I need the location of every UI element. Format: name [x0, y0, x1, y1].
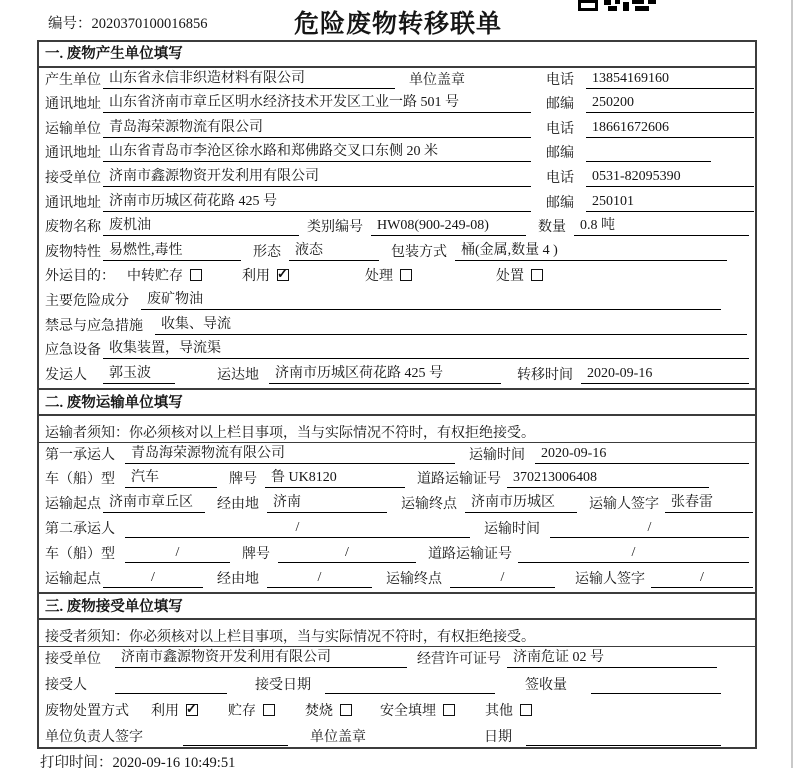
checkbox-disposal-store: [263, 704, 275, 716]
transfer-purpose-label: 外运目的：: [45, 269, 115, 285]
transporter-unit-label: 运输单位: [45, 121, 101, 137]
route-row-1: [39, 492, 755, 517]
vehicle-row-2: [39, 542, 755, 567]
disposal-method-row: [39, 698, 755, 724]
carrier-sign-2-label: 运输人签字: [575, 571, 645, 587]
waste-name-row: [39, 216, 755, 241]
print-time-label: 打印时间：: [40, 755, 113, 768]
disposal-option-incinerate: 焚烧: [305, 700, 352, 720]
transport-time-2-label: 运输时间: [484, 521, 540, 537]
waste-character-value: 易燃性,毒性: [103, 239, 241, 261]
section-2-title: 二. 废物运输单位填写: [39, 388, 755, 416]
waste-qty-value: 0.8 吨: [574, 214, 749, 236]
receiver-unit-row: [39, 166, 755, 191]
road-permit-2-value: /: [518, 545, 749, 563]
route-row-2: [39, 567, 755, 592]
plate-value: 鲁 UK8120: [265, 466, 405, 488]
vehicle-type-label: 车（船）型: [45, 472, 115, 488]
section-1-title: 一. 废物产生单位填写: [39, 42, 755, 68]
checkbox-transfer-storage: [190, 269, 202, 281]
license-value: 济南危证 02 号: [507, 646, 717, 668]
receiver-unit-value: 济南市鑫源物资开发利用有限公司: [103, 165, 531, 187]
waste-qty-label: 数量: [538, 220, 566, 236]
manifest-form-table: [37, 40, 757, 749]
route-end-label: 运输终点: [401, 497, 457, 513]
waste-character-label: 废物特性: [45, 244, 101, 260]
route-start-value: 济南市章丘区: [103, 491, 205, 513]
carrier-sign-value: 张春雷: [665, 491, 753, 513]
purpose-option-transfer-storage: 中转贮存: [127, 265, 202, 285]
waste-category-value: HW08(900-249-08): [371, 218, 526, 236]
receiver-unit-label: 接受单位: [45, 170, 101, 186]
qr-code-fragment: [578, 0, 656, 11]
acceptor-row: [39, 672, 755, 698]
destination-label: 运达地: [217, 367, 259, 383]
receiver-address-value: 济南市历城区荷花路 425 号: [103, 190, 531, 212]
waste-name-value: 废机油: [103, 214, 299, 236]
route-via-2-label: 经由地: [217, 571, 259, 587]
receiver-notice: 接受者须知：你必须核对以上栏目事项，当与实际情况不符时，有权拒绝接受。: [39, 620, 755, 647]
accept-date-label: 接受日期: [255, 678, 311, 694]
dispatch-row: [39, 363, 755, 388]
form-title: 危险废物转移联单: [293, 11, 502, 38]
dispatcher-label: 发运人: [45, 367, 87, 383]
producer-unit-row: [39, 68, 755, 93]
hazard-component-label: 主要危险成分: [45, 293, 129, 309]
road-permit-value: 370213006408: [507, 470, 709, 488]
receiver-phone-value: 0531-82095390: [586, 169, 754, 187]
emergency-measures-value: 收集、导流: [155, 313, 747, 335]
producer-address-value: 山东省济南市章丘区明水经济技术开发区工业一路 501 号: [103, 91, 531, 113]
carrier-sign-label: 运输人签字: [589, 497, 659, 513]
packing-label: 包装方式: [391, 244, 447, 260]
producer-address-row: [39, 93, 755, 118]
transport-time-2-value: /: [550, 520, 749, 538]
acceptor-label: 接受人: [45, 678, 87, 694]
producer-zip-label: 邮编: [546, 97, 574, 113]
first-carrier-row: [39, 443, 755, 468]
second-carrier-label: 第二承运人: [45, 521, 115, 537]
route-via-label: 经由地: [217, 497, 259, 513]
acceptor-value: [115, 679, 227, 694]
vehicle-type-value: 汽车: [125, 466, 217, 488]
receiver-phone-label: 电话: [546, 170, 574, 186]
transporter-address-value: 山东省青岛市李沧区徐水路和郑佛路交叉口东侧 20 米: [103, 140, 531, 162]
emergency-measures-label: 禁忌与应急措施: [45, 318, 143, 334]
accept-unit-row: [39, 647, 755, 673]
accept-date-value: [325, 679, 495, 694]
checkbox-treat: [400, 269, 412, 281]
route-start-2-value: /: [103, 570, 203, 588]
transporter-unit-value: 青岛海荣源物流有限公司: [103, 116, 531, 138]
transport-time-label: 运输时间: [469, 447, 525, 463]
route-end-2-label: 运输终点: [386, 571, 442, 587]
emergency-measures-row: [39, 314, 755, 339]
responsible-signature-row: [39, 724, 755, 749]
route-end-2-value: /: [450, 570, 555, 588]
scan-edge-artifact: [791, 0, 793, 768]
section-3-title: 三. 废物接受单位填写: [39, 592, 755, 620]
date-value: [526, 731, 721, 746]
producer-unit-label: 产生单位: [45, 72, 101, 88]
first-carrier-label: 第一承运人: [45, 447, 115, 463]
plate-2-label: 牌号: [242, 546, 270, 562]
route-start-2-label: 运输起点: [45, 571, 101, 587]
transporter-phone-label: 电话: [546, 121, 574, 137]
route-via-2-value: /: [267, 570, 372, 588]
dispatcher-value: 郭玉波: [103, 362, 175, 384]
packing-value: 桶(金属,数量 4 ): [455, 239, 727, 261]
transporter-phone-value: 18661672606: [586, 120, 754, 138]
purpose-option-treat: 处理: [365, 265, 412, 285]
producer-address-label: 通讯地址: [45, 97, 101, 113]
second-carrier-row: [39, 517, 755, 542]
waste-form-value: 液态: [289, 239, 379, 261]
receiver-zip-value: 250101: [586, 194, 754, 212]
disposal-option-recycle: 利用 ✓: [151, 700, 198, 720]
waste-name-label: 废物名称: [45, 220, 101, 236]
print-time: [40, 751, 235, 768]
received-qty-label: 签收量: [525, 678, 567, 694]
destination-value: 济南市历城区荷花路 425 号: [269, 362, 501, 384]
route-start-label: 运输起点: [45, 497, 101, 513]
purpose-option-dispose: 处置: [496, 265, 543, 285]
plate-label: 牌号: [229, 472, 257, 488]
vehicle-type-2-label: 车（船）型: [45, 546, 115, 562]
checkbox-disposal-other: [520, 704, 532, 716]
producer-unit-value: 山东省永信非织造材料有限公司: [103, 67, 395, 89]
transport-time-value: 2020-09-16: [535, 446, 749, 464]
road-permit-label: 道路运输证号: [417, 472, 501, 488]
transporter-zip-label: 邮编: [546, 146, 574, 162]
checkbox-recycle: [277, 269, 289, 281]
vehicle-row-1: [39, 468, 755, 493]
waste-category-label: 类别编号: [307, 220, 363, 236]
waste-form-label: 形态: [253, 244, 281, 260]
second-carrier-value: /: [125, 520, 470, 538]
received-qty-value: [591, 679, 721, 694]
serial-label: 编号：: [48, 16, 92, 32]
emergency-equipment-row: [39, 339, 755, 364]
transporter-address-label: 通讯地址: [45, 146, 101, 162]
responsible-sign-label: 单位负责人签字: [45, 729, 143, 745]
disposal-option-other: 其他: [485, 700, 532, 720]
route-end-value: 济南市历城区: [465, 491, 577, 513]
transfer-time-value: 2020-09-16: [581, 366, 749, 384]
section-waste-receiver: [39, 592, 755, 750]
waste-character-row: [39, 240, 755, 265]
serial-value: 2020370100016856: [91, 16, 208, 32]
transfer-purpose-row: [39, 265, 755, 290]
hazard-component-row: [39, 289, 755, 314]
emergency-equipment-label: 应急设备: [45, 343, 101, 359]
route-via-value: 济南: [267, 491, 387, 513]
transporter-notice: 运输者须知：你必须核对以上栏目事项，当与实际情况不符时，有权拒绝接受。: [39, 416, 755, 443]
road-permit-2-label: 道路运输证号: [428, 546, 512, 562]
plate-2-value: /: [278, 545, 416, 563]
first-carrier-value: 青岛海荣源物流有限公司: [125, 442, 455, 464]
hazard-component-value: 废矿物油: [141, 288, 721, 310]
disposal-option-landfill: 安全填埋: [380, 700, 455, 720]
disposal-option-store: 贮存: [228, 700, 275, 720]
receiver-address-label: 通讯地址: [45, 195, 101, 211]
license-label: 经营许可证号: [417, 652, 501, 668]
checkbox-disposal-recycle: [186, 704, 198, 716]
transporter-address-row: [39, 142, 755, 167]
receiver-address-row: [39, 191, 755, 216]
unit-seal-2-label: 单位盖章: [310, 729, 366, 745]
transporter-zip-value: [586, 147, 711, 162]
unit-seal-label: 单位盖章: [409, 72, 465, 88]
purpose-option-recycle: 利用 ✓: [242, 265, 289, 285]
vehicle-type-2-value: /: [125, 545, 230, 563]
receiver-zip-label: 邮编: [546, 195, 574, 211]
transfer-time-label: 转移时间: [517, 367, 573, 383]
producer-phone-value: 13854169160: [586, 71, 754, 89]
section-waste-producer: [39, 42, 755, 388]
accept-unit-value: 济南市鑫源物资开发利用有限公司: [115, 646, 407, 668]
transporter-unit-row: [39, 117, 755, 142]
producer-zip-value: 250200: [586, 95, 754, 113]
checkbox-disposal-landfill: [443, 704, 455, 716]
disposal-method-label: 废物处置方式: [45, 703, 129, 719]
carrier-sign-2-value: /: [651, 570, 753, 588]
responsible-sign-value: [183, 731, 288, 746]
checkbox-dispose: [531, 269, 543, 281]
date-label: 日期: [484, 729, 512, 745]
producer-phone-label: 电话: [546, 72, 574, 88]
emergency-equipment-value: 收集装置，导流渠: [103, 337, 749, 359]
checkbox-disposal-incinerate: [340, 704, 352, 716]
accept-unit-label: 接受单位: [45, 652, 101, 668]
section-waste-transporter: [39, 388, 755, 592]
print-time-value: 2020-09-16 10:49:51: [112, 755, 236, 768]
